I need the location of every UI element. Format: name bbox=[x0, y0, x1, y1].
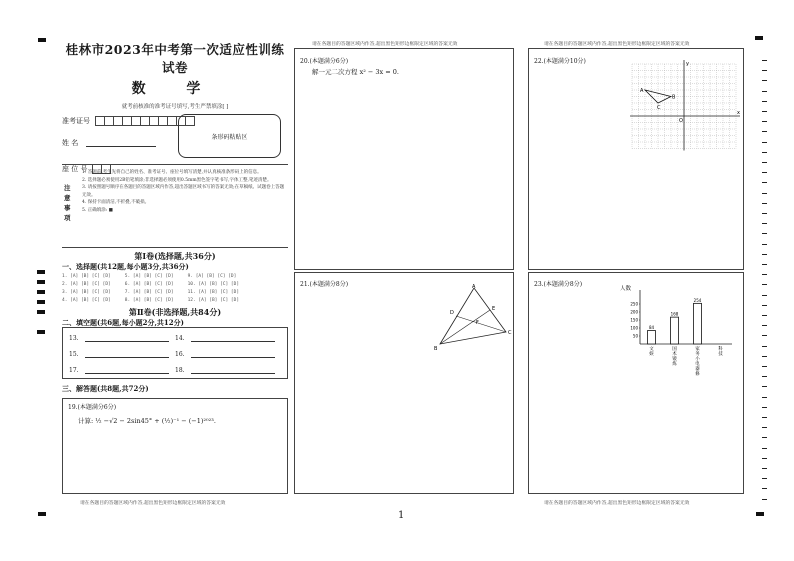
exam-number-label: 准考证号 bbox=[62, 117, 90, 125]
mcq-item[interactable]: 11. [A] [B] [C] [D] bbox=[187, 289, 240, 295]
y-axis-label: 人数 bbox=[620, 286, 632, 292]
page-number: 1 bbox=[398, 510, 405, 521]
seat-label: 座 位 号 bbox=[62, 165, 88, 173]
registration-mark bbox=[37, 310, 45, 314]
x-category-label: 小 bbox=[695, 357, 700, 362]
fill-item bbox=[69, 334, 169, 342]
fill-item-label: 13. bbox=[69, 335, 79, 342]
registration-mark bbox=[37, 330, 45, 334]
bar bbox=[671, 317, 679, 344]
barcode-area bbox=[178, 114, 281, 158]
q23-title: 23.(本题满分8分) bbox=[534, 281, 583, 288]
instruction-item: 2. 选择题必须使用2B铅笔填涂;非选择题必须使用0.5mm黑色签字笔书写,字体工整,笔迹清楚。 bbox=[82, 177, 272, 183]
edge-timing-mark bbox=[762, 295, 767, 296]
edge-timing-mark bbox=[762, 397, 767, 398]
point-label-a: A bbox=[472, 284, 476, 290]
edge-timing-mark bbox=[762, 172, 767, 173]
subject-title: 数 学 bbox=[131, 81, 219, 97]
edge-timing-mark bbox=[762, 305, 767, 306]
edge-timing-mark bbox=[762, 70, 767, 71]
instruction-item: 4. 保持卡面清洁,不折叠,不破损。 bbox=[82, 200, 150, 206]
fill-blank-area bbox=[62, 327, 288, 379]
q22-title: 22.(本题满分10分) bbox=[534, 58, 586, 65]
edge-timing-mark bbox=[762, 80, 767, 81]
q20-title: 20.(本题满分6分) bbox=[300, 58, 349, 65]
q20-answer-box[interactable] bbox=[294, 48, 514, 270]
mcq-item[interactable]: 5. [A] [B] [C] [D] bbox=[124, 273, 174, 279]
edge-timing-mark bbox=[762, 448, 767, 449]
x-category-label: 务 bbox=[695, 352, 700, 357]
name-label: 姓 名 bbox=[62, 139, 79, 147]
edge-timing-mark bbox=[762, 376, 767, 377]
mcq-item[interactable]: 10. [A] [B] [C] [D] bbox=[187, 281, 240, 287]
q19-title: 19.(本题满分6分) bbox=[68, 404, 117, 411]
edge-timing-mark bbox=[762, 131, 767, 132]
fill-item-label: 14. bbox=[175, 335, 185, 342]
instructions-list bbox=[82, 169, 286, 215]
edge-timing-mark bbox=[762, 325, 767, 326]
point-label-b: B bbox=[434, 346, 438, 352]
q19-text: 计算: ½ −√2 − 2sin45° + (½)⁻¹ − (−1)²⁰²³. bbox=[78, 417, 216, 425]
fill-item-label: 18. bbox=[175, 367, 185, 374]
fill-item-label: 15. bbox=[69, 351, 79, 358]
fill-item bbox=[175, 334, 275, 342]
point-label-f: F bbox=[476, 320, 479, 326]
x-category-label: 娱 bbox=[649, 352, 654, 357]
registration-mark bbox=[38, 38, 46, 42]
bottom-right-banner: 请在各题目的答题区域内作答,超出黑色矩形边框限定区域的答案无效 bbox=[544, 501, 690, 506]
edge-timing-mark bbox=[762, 254, 767, 255]
edge-timing-mark bbox=[762, 193, 767, 194]
registration-mark bbox=[37, 300, 45, 304]
point-label-c: C bbox=[508, 330, 512, 336]
fill-answer-line[interactable] bbox=[191, 350, 275, 358]
edge-timing-mark bbox=[762, 499, 767, 500]
point-label-a: A bbox=[640, 88, 644, 94]
bar-data-label: 168 bbox=[670, 311, 679, 317]
edge-timing-mark bbox=[762, 407, 767, 408]
fill-item bbox=[69, 350, 169, 358]
x-category-label: 术 bbox=[672, 352, 677, 357]
x-category-label: 电 bbox=[695, 362, 700, 367]
registration-mark bbox=[37, 270, 45, 274]
mcq-row bbox=[62, 288, 288, 296]
edge-timing-mark bbox=[762, 366, 767, 367]
mcq-answer-grid bbox=[62, 272, 288, 304]
fill-item bbox=[175, 350, 275, 358]
instruction-item: 1. 答题前,考生先将自己的姓名、准考证号、座位号填写清楚,并认真核准条形码上的信息。 bbox=[82, 170, 262, 175]
registration-mark bbox=[38, 512, 46, 516]
edge-timing-mark bbox=[762, 478, 767, 479]
part2-title: 第Ⅱ卷(非选择题,共84分) bbox=[128, 307, 222, 317]
fill-answer-line[interactable] bbox=[191, 366, 275, 374]
registration-mark bbox=[755, 36, 763, 40]
bar bbox=[694, 303, 702, 344]
instructions-label: 注意事项 bbox=[64, 184, 71, 222]
edge-timing-mark bbox=[762, 213, 767, 214]
y-tick-label: 150 bbox=[630, 317, 638, 323]
x-category-label: 炼 bbox=[672, 362, 677, 367]
edge-timing-mark bbox=[762, 91, 767, 92]
y-axis-label: y bbox=[686, 61, 689, 67]
edge-timing-mark bbox=[762, 264, 767, 265]
edge-timing-mark bbox=[762, 101, 767, 102]
edge-timing-mark bbox=[762, 315, 767, 316]
q21-triangle-figure bbox=[430, 282, 514, 352]
edge-timing-mark bbox=[762, 284, 767, 285]
edge-timing-mark bbox=[762, 488, 767, 489]
edge-timing-mark bbox=[762, 111, 767, 112]
mcq-row bbox=[62, 272, 288, 280]
edge-timing-mark bbox=[762, 468, 767, 469]
edge-timing-mark bbox=[762, 335, 767, 336]
fill-section-title: 二、填空题(共6题,每小题2分,共12分) bbox=[62, 318, 184, 327]
point-label-b: B bbox=[672, 94, 676, 101]
mcq-item[interactable]: 4. [A] [B] [C] [D] bbox=[62, 297, 111, 303]
registration-mark bbox=[37, 280, 45, 284]
q19-answer-box[interactable] bbox=[62, 398, 288, 494]
x-category-label: 国 bbox=[672, 347, 677, 352]
solve-section-title: 三、解答题(共8题,共72分) bbox=[62, 384, 149, 393]
bar-data-label: 254 bbox=[693, 297, 702, 303]
instruction-item: 3. 请按照题号顺序在各题目的答题区域内作答,超出答题区域书写的答案无效;在草稿纸、试题卷上答题无效。 bbox=[82, 185, 285, 198]
x-category-label: 家 bbox=[695, 347, 700, 352]
fill-answer-line[interactable] bbox=[85, 350, 169, 358]
edge-timing-mark bbox=[762, 437, 767, 438]
q20-text: 解一元二次方程 x² − 3x = 0. bbox=[312, 68, 399, 76]
q23-bar-chart bbox=[618, 284, 740, 377]
x-category-label: 技 bbox=[718, 352, 723, 357]
y-tick-label: 250 bbox=[630, 301, 638, 307]
instruction-item: 5. 正确填涂: ■ bbox=[82, 207, 113, 213]
mcq-row bbox=[62, 280, 288, 288]
point-label-e: E bbox=[492, 306, 496, 312]
edge-timing-mark bbox=[762, 274, 767, 275]
mcq-item[interactable]: 8. [A] [B] [C] [D] bbox=[124, 297, 174, 303]
mcq-item[interactable]: 1. [A] [B] [C] [D] bbox=[62, 273, 111, 279]
edge-timing-mark bbox=[762, 458, 767, 459]
mcq-item[interactable]: 3. [A] [B] [C] [D] bbox=[62, 289, 111, 295]
edge-timing-mark bbox=[762, 162, 767, 163]
fill-item bbox=[69, 366, 169, 374]
fill-answer-line[interactable] bbox=[85, 334, 169, 342]
q22-coordinate-grid bbox=[628, 60, 740, 158]
fill-item-label: 16. bbox=[175, 351, 185, 358]
part1-title: 第Ⅰ卷(选择题,共36分) bbox=[134, 251, 216, 261]
registration-mark bbox=[756, 512, 764, 516]
edge-timing-mark bbox=[762, 203, 767, 204]
mcq-item[interactable]: 9. [A] [B] [C] [D] bbox=[187, 273, 237, 279]
edge-timing-mark bbox=[762, 233, 767, 234]
x-category-label: 文 bbox=[649, 347, 654, 352]
fill-answer-line[interactable] bbox=[85, 366, 169, 374]
edge-timing-mark bbox=[762, 386, 767, 387]
y-tick-label: 200 bbox=[630, 309, 638, 315]
mcq-item[interactable]: 12. [A] [B] [C] [D] bbox=[187, 297, 240, 303]
x-category-label: 器 bbox=[695, 367, 700, 372]
edge-timing-mark bbox=[762, 346, 767, 347]
bottom-left-banner: 请在各题目的答题区域内作答,超出黑色矩形边框限定区域的答案无效 bbox=[80, 501, 226, 506]
bar bbox=[648, 331, 656, 344]
exam-notice: 就考前核准的准考证号填写,考生严禁填涂[ ] bbox=[121, 104, 229, 110]
edge-timing-mark bbox=[762, 121, 767, 122]
mcq-section-title: 一、选择题(共12题,每小题3分,共36分) bbox=[62, 262, 189, 271]
bar-data-label: 84 bbox=[648, 325, 655, 331]
fill-answer-line[interactable] bbox=[191, 334, 275, 342]
edge-timing-mark bbox=[762, 142, 767, 143]
edge-timing-mark bbox=[762, 356, 767, 357]
edge-timing-mark bbox=[762, 417, 767, 418]
fill-item-label: 17. bbox=[69, 367, 79, 374]
x-category-label: 修 bbox=[695, 372, 700, 377]
instructions-box bbox=[62, 164, 288, 248]
mcq-item[interactable]: 2. [A] [B] [C] [D] bbox=[62, 281, 111, 287]
edge-timing-mark bbox=[762, 244, 767, 245]
registration-mark bbox=[37, 290, 45, 294]
mcq-item[interactable]: 6. [A] [B] [C] [D] bbox=[124, 281, 174, 287]
y-tick-label: 50 bbox=[632, 333, 638, 339]
fill-item bbox=[175, 366, 275, 374]
point-label-c: C bbox=[657, 105, 661, 111]
top-right-banner: 请在各题目的答题区域内作答,超出黑色矩形边框限定区域的答案无效 bbox=[544, 42, 690, 47]
x-category-label: 科 bbox=[718, 347, 723, 352]
edge-timing-mark bbox=[762, 152, 767, 153]
point-label-d: D bbox=[450, 310, 454, 316]
edge-timing-mark bbox=[762, 427, 767, 428]
q21-title: 21.(本题满分8分) bbox=[300, 281, 349, 288]
mcq-item[interactable]: 7. [A] [B] [C] [D] bbox=[124, 289, 174, 295]
edge-timing-mark bbox=[762, 223, 767, 224]
exam-title: 桂林市2023年中考第一次适应性训练试卷 bbox=[65, 42, 285, 75]
y-tick-label: 100 bbox=[630, 325, 638, 331]
mcq-row bbox=[62, 296, 288, 304]
name-field[interactable] bbox=[86, 138, 156, 147]
edge-timing-mark bbox=[762, 182, 767, 183]
x-category-label: 锻 bbox=[672, 357, 677, 362]
barcode-label: 条形码粘贴区 bbox=[211, 133, 248, 141]
edge-timing-mark bbox=[762, 60, 767, 61]
top-center-banner: 请在各题目的答题区域内作答,超出黑色矩形边框限定区域的答案无效 bbox=[312, 42, 458, 47]
x-axis-label: x bbox=[737, 110, 740, 116]
origin-label: O bbox=[679, 118, 683, 124]
